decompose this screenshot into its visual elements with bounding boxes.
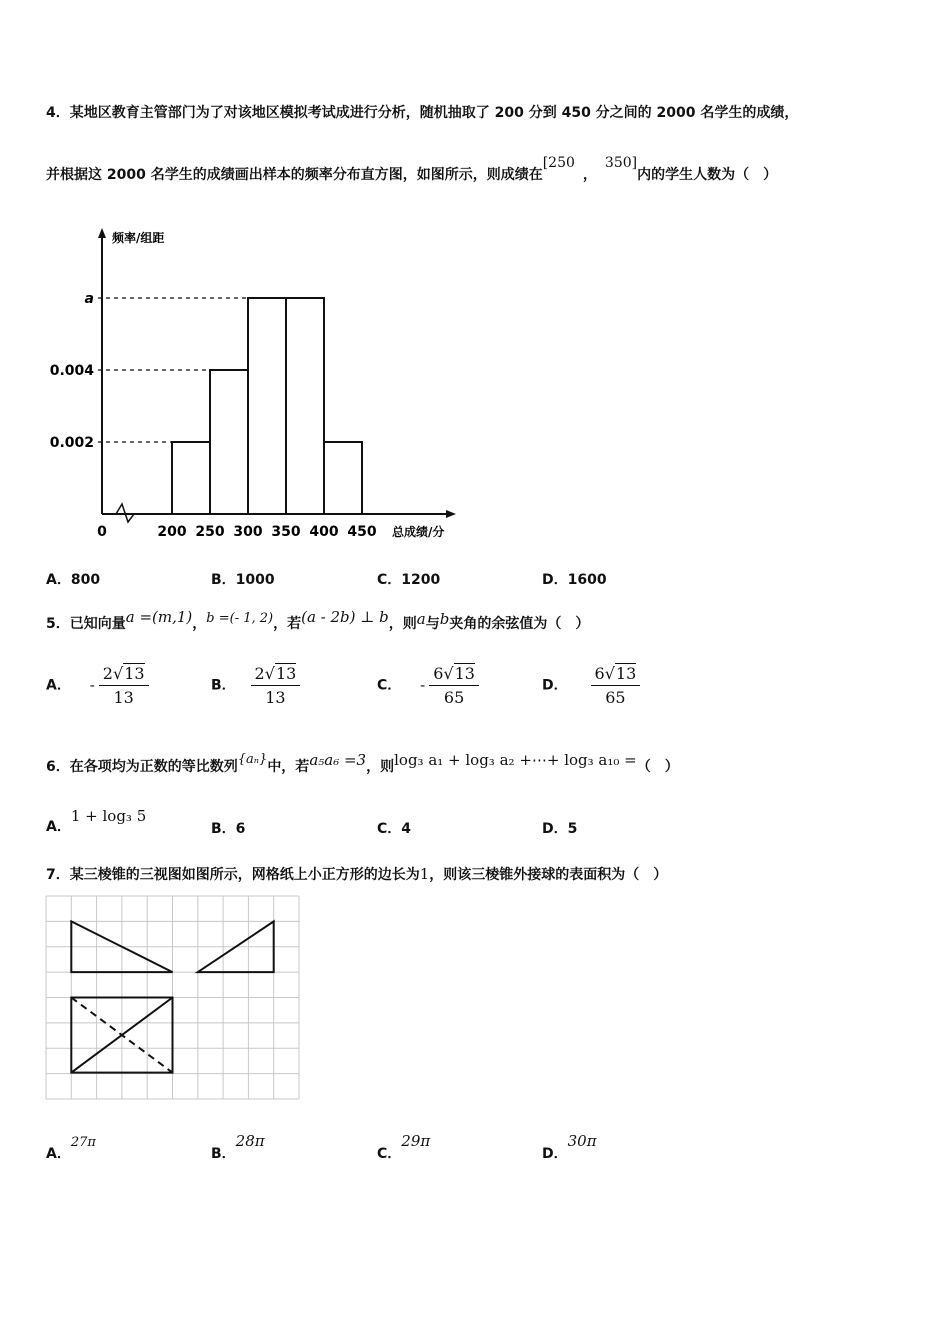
q5-b: b — [439, 610, 450, 628]
x-tick-label: 350 — [271, 524, 301, 540]
q5-condition: (a - 2b) ⊥ b — [301, 608, 389, 626]
coef: 6 — [433, 664, 444, 683]
option-text: 5 — [567, 821, 578, 837]
option-fraction: $\frac{2√13}{13}$ — [99, 664, 149, 707]
option-label: A． — [46, 819, 71, 835]
option-label: B． — [211, 677, 236, 694]
option-text: 1 + log₃ 5 — [70, 807, 147, 825]
y-tick-label: 0.002 — [49, 435, 94, 451]
option-label: B． — [211, 1146, 236, 1162]
radicand: 13 — [454, 664, 475, 683]
q6-mid1: 中，若 — [267, 759, 310, 775]
q7-option-d[interactable] — [542, 1132, 597, 1163]
option-text: 1000 — [235, 572, 275, 588]
q5-vec-a: a =(m,1) — [125, 608, 193, 626]
option-label: D． — [542, 572, 568, 588]
coef: 2 — [254, 664, 265, 683]
q7-stem — [46, 864, 667, 884]
q4-option-a[interactable] — [46, 569, 100, 589]
option-label: A． — [46, 572, 71, 588]
histogram-chart — [40, 222, 480, 552]
coef: 2 — [102, 664, 113, 683]
q6-sequence: {aₙ} — [237, 752, 268, 767]
q4-line1: 4．某地区教育主管部门为了对该地区模拟考试成进行分析，随机抽取了 200 分到 450 分之间的 2000 名学生的成绩， — [46, 105, 799, 121]
q6-stem — [46, 751, 679, 776]
q6-option-a[interactable] — [46, 807, 147, 836]
option-label: C． — [377, 677, 402, 694]
q5-a: a — [416, 610, 426, 628]
option-sign: - — [89, 675, 95, 694]
histogram-bar-1 — [172, 442, 210, 514]
x-axis-arrow — [446, 510, 456, 518]
option-label: C． — [377, 821, 402, 837]
q7-option-a[interactable] — [46, 1135, 96, 1163]
q6-prefix: 6．在各项均为正数的等比数列 — [46, 759, 238, 775]
histogram-bar-5 — [324, 442, 362, 514]
histogram-bar-4 — [286, 298, 324, 514]
q6-suffix: （ ） — [636, 759, 679, 775]
denominator: 65 — [605, 688, 626, 707]
option-label: D． — [542, 821, 568, 837]
q5-option-b[interactable] — [211, 664, 300, 707]
three-view-figure — [44, 894, 304, 1104]
y-tick-label: a — [84, 291, 94, 307]
option-fraction: $\frac{6√13}{65}$ — [591, 664, 641, 707]
histogram-group — [50, 228, 456, 540]
q5-yu: 与 — [425, 616, 440, 632]
q5-stem — [46, 608, 590, 633]
denominator: 13 — [113, 688, 134, 707]
option-label: B． — [211, 821, 236, 837]
q4-line2-a: 并根据这 2000 名学生的成绩画出样本的频率分布直方图，如图所示，则成绩在 — [46, 167, 543, 183]
q5-sep2: ，若 — [273, 616, 302, 632]
q4-line2-b: 内的学生人数为（ ） — [637, 167, 778, 183]
q5-option-d[interactable] — [542, 664, 640, 707]
q5-option-a[interactable] — [46, 664, 149, 707]
q7-option-c[interactable] — [377, 1132, 431, 1163]
option-text: 1200 — [401, 572, 441, 588]
y-axis-title: 频率/组距 — [112, 231, 165, 245]
denominator: 65 — [443, 688, 465, 707]
option-text: 1600 — [567, 572, 607, 588]
q6-option-b[interactable] — [211, 818, 245, 838]
q4-interval-left: [250 — [542, 155, 575, 171]
q6-option-d[interactable] — [542, 818, 577, 838]
q7-one: 1 — [419, 865, 430, 883]
option-label: C． — [377, 572, 402, 588]
radicand: 13 — [615, 664, 637, 683]
q7-prefix: 7．某三棱锥的三视图如图所示，网格纸上小正方形的边长为 — [46, 867, 420, 883]
q4-option-c[interactable] — [377, 569, 440, 589]
coef: 6 — [594, 664, 605, 683]
q6-mid2: ，则 — [366, 759, 395, 775]
q4-option-b[interactable] — [211, 569, 275, 589]
q5-sep1: ， — [192, 616, 207, 632]
y-axis-arrow — [98, 228, 106, 238]
option-label: D． — [542, 1146, 568, 1162]
option-text: 29π — [401, 1132, 431, 1150]
q5-mid: ，则 — [388, 616, 417, 632]
histogram-bar-3 — [248, 298, 286, 514]
q4-option-d[interactable] — [542, 569, 607, 589]
q5-suffix: 夹角的余弦值为（ ） — [449, 616, 590, 632]
option-label: B． — [211, 572, 236, 588]
q4-line2 — [46, 155, 778, 184]
q5-option-c[interactable] — [377, 664, 479, 707]
q4-interval-comma: ， — [582, 167, 597, 183]
q6-option-c[interactable] — [377, 818, 411, 838]
option-label: C． — [377, 1146, 402, 1162]
q5-vec-b: b =(- 1, 2) — [206, 611, 274, 626]
x-tick-label: 300 — [233, 524, 263, 540]
option-text: 28π — [235, 1132, 265, 1150]
x-tick-label: 0 — [97, 524, 107, 540]
histogram-bar-2 — [210, 370, 248, 514]
q4-interval-right: 350] — [604, 155, 638, 171]
q5-prefix: 5．已知向量 — [46, 616, 126, 632]
option-sign: - — [420, 675, 426, 694]
y-tick-label: 0.004 — [49, 363, 94, 379]
option-text: 4 — [401, 821, 412, 837]
q7-suffix: ，则该三棱锥外接球的表面积为（ ） — [429, 867, 668, 883]
option-text: 27π — [70, 1135, 96, 1150]
option-label: A． — [46, 677, 71, 694]
radicand: 13 — [275, 664, 297, 683]
radicand: 13 — [124, 664, 145, 683]
denominator: 13 — [265, 688, 286, 707]
option-fraction: $\frac{6√13}{65}$ — [429, 664, 479, 707]
option-label: D． — [542, 677, 568, 694]
x-tick-label: 200 — [157, 524, 187, 540]
option-label: A． — [46, 1146, 71, 1162]
option-text: 6 — [235, 821, 246, 837]
q6-condition: a₅a₆ =3 — [309, 751, 367, 769]
x-axis-title: 总成绩/分 — [392, 525, 445, 539]
q6-expression: log₃ a₁ + log₃ a₂ +⋯+ log₃ a₁₀ = — [394, 751, 637, 769]
x-tick-label: 450 — [347, 524, 377, 540]
q7-option-b[interactable] — [211, 1132, 265, 1163]
x-tick-label: 250 — [195, 524, 225, 540]
option-text: 30π — [567, 1132, 597, 1150]
x-tick-label: 400 — [309, 524, 339, 540]
option-fraction: $\frac{2√13}{13}$ — [251, 664, 301, 707]
option-text: 800 — [70, 572, 101, 588]
